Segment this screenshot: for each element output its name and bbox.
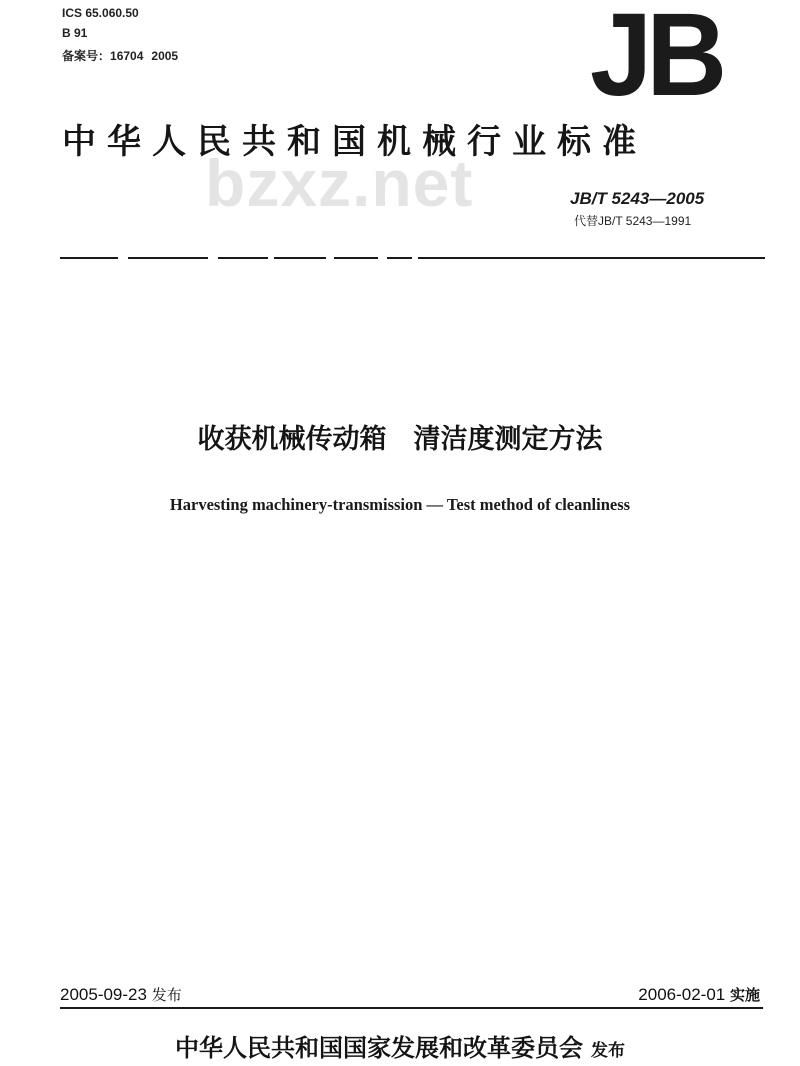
header-divider xyxy=(60,257,765,259)
implement-date-label: 实施 xyxy=(729,986,760,1004)
title-chinese: 收获机械传动箱 清洁度测定方法 xyxy=(197,424,603,455)
filing-number-value: 16704 xyxy=(110,49,144,63)
filing-year: 2005 xyxy=(151,49,179,63)
standard-number: JB/T 5243—2005 xyxy=(570,189,705,208)
publisher xyxy=(0,1033,800,1066)
filing-number xyxy=(62,50,178,62)
ics-code: ICS 65.060.50 xyxy=(62,6,139,20)
publisher-action: 发布 xyxy=(591,1041,625,1061)
jb-logo: JB xyxy=(590,0,722,121)
ccs-code: B 91 xyxy=(62,26,88,40)
issue-date-value: 2005-09-23 xyxy=(60,985,147,1004)
filing-label: 备案号： xyxy=(62,49,111,63)
title-english: Harvesting machinery-transmission — Test method of cleanliness xyxy=(169,495,631,514)
issue-date-label: 发布 xyxy=(151,986,182,1004)
implement-date xyxy=(638,985,760,1005)
implement-date-value: 2006-02-01 xyxy=(638,985,726,1004)
issue-date xyxy=(60,985,182,1005)
replaces-standard: 代替JB/T 5243—1991 xyxy=(574,214,692,228)
standard-type-heading: 中华人民共和国机械行业标准 xyxy=(62,122,647,162)
footer-divider xyxy=(60,1007,763,1009)
publisher-name: 中华人民共和国国家发展和改革委员会 xyxy=(175,1034,583,1062)
watermark: bzxz.net xyxy=(205,146,474,220)
